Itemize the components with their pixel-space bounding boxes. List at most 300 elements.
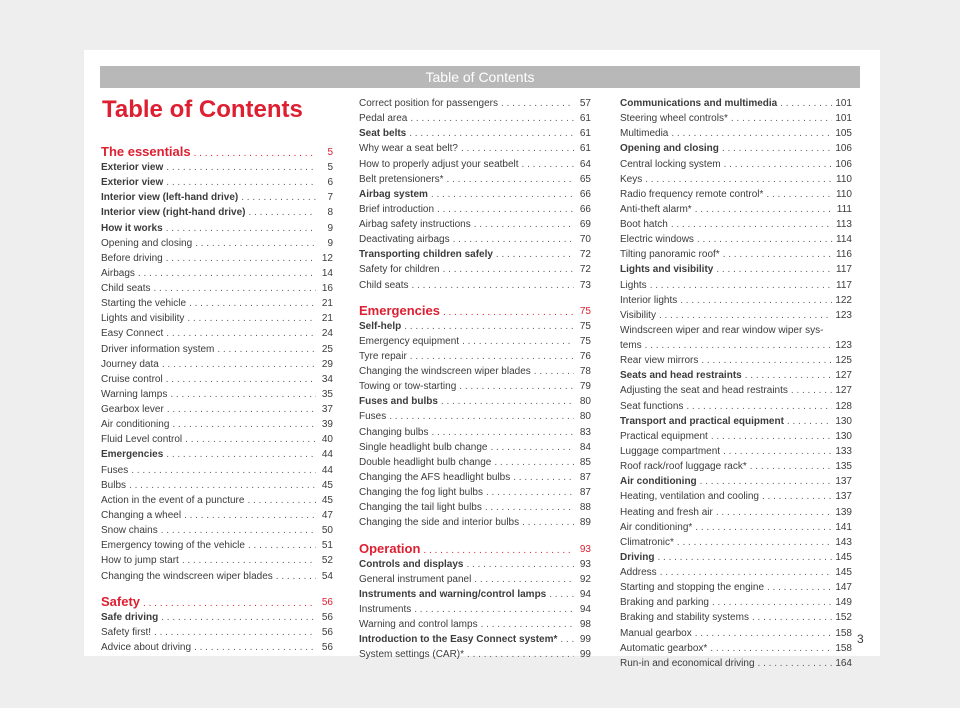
toc-entry[interactable] <box>620 535 852 549</box>
toc-entry-title: Action in the event of a puncture <box>101 494 245 506</box>
toc-entry-title: Transport and practical equipment <box>620 415 784 427</box>
toc-leader-dots <box>522 159 574 171</box>
toc-entry[interactable] <box>359 278 591 292</box>
toc-entry[interactable] <box>620 414 852 428</box>
toc-leader-dots <box>695 204 834 216</box>
toc-entry-title: Emergencies <box>101 449 164 461</box>
toc-entry-page: 16 <box>321 283 333 295</box>
toc-entry[interactable] <box>359 485 591 499</box>
toc-leader-dots <box>496 249 574 261</box>
toc-entry[interactable] <box>620 353 852 367</box>
toc-entry-page: 56 <box>321 641 333 653</box>
toc-entry[interactable] <box>620 247 852 261</box>
toc-entry[interactable] <box>620 368 852 382</box>
toc-entry[interactable] <box>101 432 333 446</box>
toc-entry-title: Luggage compartment <box>620 445 721 457</box>
toc-leader-dots <box>431 189 574 201</box>
toc-entry-title: Run-in and economical driving <box>620 657 755 669</box>
toc-entry[interactable] <box>359 617 591 631</box>
toc-entry[interactable] <box>620 232 852 246</box>
toc-entry-page: 128 <box>835 400 852 412</box>
toc-entry-title: Brief introduction <box>359 203 435 215</box>
toc-leader-dots <box>172 419 316 431</box>
toc-entry[interactable] <box>101 190 333 204</box>
toc-entry[interactable] <box>620 550 852 564</box>
toc-entry-page: 5 <box>327 162 333 173</box>
toc-entry-page: 123 <box>835 309 852 321</box>
toc-entry-title: Windscreen wiper and rear window wiper sys- <box>620 324 824 336</box>
toc-entry-page: 84 <box>579 441 591 453</box>
toc-entry-title: tems <box>620 340 642 352</box>
toc-leader-dots <box>659 310 832 322</box>
toc-leader-dots <box>745 370 833 382</box>
toc-entry[interactable] <box>620 293 852 307</box>
toc-leader-dots <box>650 280 833 292</box>
toc-leader-dots <box>195 238 316 250</box>
toc-entry-title: Easy Connect <box>101 328 164 340</box>
toc-entry[interactable] <box>359 409 591 423</box>
toc-entry[interactable] <box>359 349 591 363</box>
toc-entry[interactable] <box>359 647 591 661</box>
toc-leader-dots <box>194 642 316 654</box>
toc-entry[interactable] <box>620 308 852 322</box>
toc-entry-title: Changing the side and interior bulbs <box>359 517 520 529</box>
toc-entry[interactable] <box>620 338 852 352</box>
toc-entry[interactable] <box>620 626 852 640</box>
toc-entry-page: 130 <box>835 430 852 442</box>
toc-entry-title: Lights <box>620 279 647 291</box>
toc-leader-dots <box>695 628 833 640</box>
toc-entry[interactable] <box>101 357 333 371</box>
toc-entry[interactable] <box>101 205 333 219</box>
toc-leader-dots <box>716 264 833 276</box>
toc-leader-dots <box>716 507 832 519</box>
toc-entry-title: Fluid Level control <box>101 434 183 446</box>
page-header-bar: Table of Contents <box>100 66 860 88</box>
toc-entry[interactable] <box>359 334 591 348</box>
toc-entry-title: Pedal area <box>359 113 408 125</box>
toc-entry-page: 143 <box>835 536 852 548</box>
toc-entry[interactable] <box>101 387 333 401</box>
toc-entry[interactable] <box>620 323 852 337</box>
toc-entry-title: How it works <box>101 222 163 234</box>
toc-entry-page: 75 <box>579 305 591 317</box>
toc-entry-page: 93 <box>579 558 591 570</box>
toc-entry-page: 72 <box>579 264 591 276</box>
toc-entry-title: Opening and closing <box>101 237 193 249</box>
page-number: 3 <box>857 632 864 646</box>
toc-leader-dots <box>248 540 316 552</box>
toc-entry-title: Fuses and bulbs <box>359 396 438 408</box>
toc-entry[interactable] <box>101 281 333 295</box>
toc-entry[interactable] <box>101 538 333 552</box>
toc-entry[interactable] <box>101 417 333 431</box>
toc-entry-title: Emergency towing of the vehicle <box>101 540 245 552</box>
toc-entry-title: Airbags <box>101 267 135 279</box>
toc-entry-title: Air conditioning* <box>620 521 693 533</box>
toc-leader-dots <box>162 359 316 371</box>
toc-leader-dots <box>414 604 574 616</box>
toc-entry[interactable] <box>620 111 852 125</box>
toc-entry[interactable] <box>359 247 591 261</box>
toc-entry[interactable] <box>101 342 333 356</box>
toc-entry-title: Self-help <box>359 320 402 332</box>
toc-entry[interactable] <box>359 557 591 571</box>
toc-entry[interactable] <box>620 202 852 216</box>
toc-leader-dots <box>501 98 574 110</box>
toc-entry[interactable] <box>620 172 852 186</box>
toc-entry[interactable] <box>359 379 591 393</box>
toc-leader-dots <box>660 567 833 579</box>
toc-entry[interactable] <box>359 394 591 408</box>
toc-entry-page: 21 <box>321 313 333 325</box>
toc-entry-title: Boot hatch <box>620 219 668 231</box>
toc-entry-page: 101 <box>835 98 852 109</box>
toc-leader-dots <box>194 148 316 160</box>
toc-entry[interactable] <box>359 319 591 333</box>
toc-leader-dots <box>695 522 832 534</box>
toc-leader-dots <box>766 189 833 201</box>
toc-entry[interactable] <box>620 610 852 624</box>
toc-leader-dots <box>131 465 316 477</box>
toc-leader-dots <box>466 559 574 571</box>
toc-entry-page: 145 <box>835 551 852 563</box>
toc-entry-title: Airbag safety instructions <box>359 219 471 231</box>
toc-leader-dots <box>701 355 832 367</box>
toc-entry-title: Address <box>620 567 657 579</box>
toc-entry-title: Manual gearbox <box>620 627 692 639</box>
toc-leader-dots <box>189 298 316 310</box>
toc-leader-dots <box>700 476 833 488</box>
toc-entry-title: Changing the fog light bulbs <box>359 487 483 499</box>
toc-leader-dots <box>423 545 574 557</box>
toc-entry-title: Opening and closing <box>620 143 719 155</box>
toc-leader-dots <box>138 268 316 280</box>
toc-entry-title: The essentials <box>101 144 191 159</box>
toc-leader-dots <box>474 219 574 231</box>
toc-entry-title: Seats and head restraints <box>620 370 742 382</box>
toc-entry[interactable] <box>101 175 333 189</box>
toc-entry[interactable] <box>359 632 591 646</box>
toc-entry-page: 94 <box>579 588 591 600</box>
toc-entry-page: 76 <box>579 350 591 362</box>
toc-leader-dots <box>241 192 316 204</box>
toc-entry[interactable] <box>359 202 591 216</box>
toc-entry-title: Tyre repair <box>359 350 407 362</box>
toc-entry-page: 147 <box>835 582 852 594</box>
toc-entry-page: 21 <box>321 298 333 310</box>
toc-entry-page: 111 <box>836 203 852 215</box>
toc-entry-title: Towing or tow-starting <box>359 381 457 393</box>
toc-entry-title: How to properly adjust your seatbelt <box>359 158 519 170</box>
toc-entry-title: Roof rack/roof luggage rack* <box>620 461 747 473</box>
toc-entry-title: Exterior view <box>101 162 164 173</box>
toc-leader-dots <box>486 487 574 499</box>
toc-leader-dots <box>167 404 316 416</box>
toc-entry[interactable] <box>101 251 333 265</box>
toc-entry-title: General instrument panel <box>359 573 472 585</box>
toc-entry[interactable] <box>101 523 333 537</box>
toc-entry-page: 83 <box>579 426 591 438</box>
toc-entry-page: 92 <box>579 573 591 585</box>
toc-section-heading[interactable] <box>359 297 591 319</box>
toc-leader-dots <box>522 517 574 529</box>
toc-entry-title: Interior view (left-hand drive) <box>101 192 239 204</box>
toc-leader-dots <box>404 321 574 333</box>
toc-leader-dots <box>410 351 574 363</box>
toc-entry-page: 54 <box>321 570 333 582</box>
toc-entry[interactable] <box>359 172 591 186</box>
toc-entry[interactable] <box>359 157 591 171</box>
toc-entry[interactable] <box>359 440 591 454</box>
toc-entry-page: 137 <box>835 476 852 488</box>
toc-entry[interactable] <box>101 553 333 567</box>
toc-entry-page: 37 <box>321 404 333 416</box>
toc-leader-dots <box>443 264 574 276</box>
toc-entry-page: 73 <box>579 279 591 291</box>
toc-entry-page: 72 <box>579 249 591 261</box>
toc-leader-dots <box>461 143 574 155</box>
toc-entry[interactable] <box>101 610 333 624</box>
toc-entry-page: 110 <box>836 188 852 200</box>
toc-entry[interactable] <box>359 111 591 125</box>
toc-entry[interactable] <box>620 474 852 488</box>
toc-entry[interactable] <box>101 569 333 583</box>
toc-entry-page: 40 <box>321 434 333 446</box>
toc-leader-dots <box>161 612 316 624</box>
toc-entry-page: 106 <box>835 158 852 170</box>
toc-leader-dots <box>441 396 574 408</box>
toc-entry[interactable] <box>359 217 591 231</box>
toc-entry[interactable] <box>101 311 333 325</box>
toc-entry-title: Correct position for passengers <box>359 98 498 109</box>
toc-entry[interactable] <box>620 520 852 534</box>
toc-leader-dots <box>712 597 832 609</box>
toc-entry[interactable] <box>359 500 591 514</box>
toc-entry[interactable] <box>620 399 852 413</box>
toc-entry-title: Radio frequency remote control* <box>620 188 764 200</box>
toc-entry-page: 113 <box>836 219 852 231</box>
toc-entry[interactable] <box>101 447 333 461</box>
toc-entry-page: 7 <box>327 192 333 204</box>
toc-leader-dots <box>534 366 574 378</box>
toc-entry-title: Fuses <box>359 411 387 423</box>
toc-entry-title: Instruments <box>359 603 412 615</box>
toc-leader-dots <box>411 280 574 292</box>
toc-entry-page: 117 <box>836 279 852 291</box>
toc-entry[interactable] <box>101 372 333 386</box>
toc-entry[interactable] <box>101 326 333 340</box>
toc-entry[interactable] <box>620 96 852 110</box>
toc-entry[interactable] <box>620 157 852 171</box>
toc-leader-dots <box>459 381 574 393</box>
toc-entry[interactable] <box>620 429 852 443</box>
toc-entry-page: 56 <box>321 611 333 623</box>
toc-entry[interactable] <box>359 96 591 110</box>
toc-entry[interactable] <box>101 266 333 280</box>
toc-entry[interactable] <box>359 262 591 276</box>
toc-leader-dots <box>680 295 832 307</box>
toc-section-heading[interactable] <box>101 138 333 160</box>
toc-entry-title: Climatronic* <box>620 536 674 548</box>
toc-entry-title: Airbag system <box>359 188 428 200</box>
toc-entry-page: 9 <box>327 222 333 234</box>
toc-entry-title: Why wear a seat belt? <box>359 143 458 155</box>
toc-entry-title: Belt pretensioners* <box>359 173 444 185</box>
toc-leader-dots <box>143 598 316 610</box>
toc-entry[interactable] <box>359 602 591 616</box>
toc-leader-dots <box>686 401 832 413</box>
toc-entry[interactable] <box>620 141 852 155</box>
toc-entry-page: 127 <box>835 385 852 397</box>
toc-entry-title: Warning lamps <box>101 388 168 400</box>
toc-section-heading[interactable] <box>359 535 591 557</box>
toc-leader-dots <box>129 480 316 492</box>
toc-leader-dots <box>731 113 832 125</box>
toc-entry-title: Seat belts <box>359 128 407 140</box>
toc-leader-dots <box>161 525 316 537</box>
toc-entry[interactable] <box>101 402 333 416</box>
toc-entry-title: System settings (CAR)* <box>359 649 465 661</box>
toc-entry[interactable] <box>620 595 852 609</box>
toc-entry-page: 99 <box>579 634 591 646</box>
toc-entry-page: 79 <box>579 381 591 393</box>
toc-entry[interactable] <box>101 625 333 639</box>
toc-entry[interactable] <box>620 641 852 655</box>
toc-entry[interactable] <box>359 587 591 601</box>
toc-leader-dots <box>447 174 575 186</box>
toc-leader-dots <box>170 389 316 401</box>
toc-entry-page: 80 <box>579 411 591 423</box>
toc-leader-dots <box>710 643 832 655</box>
toc-leader-dots <box>758 658 833 670</box>
toc-entry-page: 52 <box>321 555 333 567</box>
toc-entry-page: 122 <box>835 294 852 306</box>
toc-entry[interactable] <box>101 493 333 507</box>
toc-entry[interactable] <box>620 656 852 670</box>
toc-entry-title: Driver information system <box>101 343 215 355</box>
toc-entry-title: Deactivating airbags <box>359 234 450 246</box>
toc-entry-title: Communications and multimedia <box>620 98 778 109</box>
toc-entry-title: Warning and control lamps <box>359 619 478 631</box>
toc-entry[interactable] <box>620 580 852 594</box>
toc-entry[interactable] <box>620 187 852 201</box>
toc-entry[interactable] <box>359 425 591 439</box>
toc-entry-page: 130 <box>835 415 852 427</box>
toc-leader-dots <box>657 552 832 564</box>
toc-entry[interactable] <box>101 160 333 174</box>
toc-entry[interactable] <box>359 126 591 140</box>
toc-entry-title: Heating, ventilation and cooling <box>620 491 759 503</box>
toc-entry[interactable] <box>101 221 333 235</box>
toc-entry-page: 61 <box>579 113 591 125</box>
toc-entry[interactable] <box>101 463 333 477</box>
toc-entry[interactable] <box>620 217 852 231</box>
toc-entry-title: Air conditioning <box>620 476 697 488</box>
toc-entry[interactable] <box>359 572 591 586</box>
toc-entry-title: Controls and displays <box>359 558 464 570</box>
toc-entry-title: Safety first! <box>101 626 152 638</box>
toc-entry[interactable] <box>359 515 591 529</box>
toc-entry-page: 141 <box>835 521 852 533</box>
toc-entry[interactable] <box>620 565 852 579</box>
toc-entry-title: Changing the windscreen wiper blades <box>359 366 531 378</box>
toc-entry-page: 34 <box>321 373 333 385</box>
toc-entry-page: 24 <box>321 328 333 340</box>
toc-leader-dots <box>560 634 574 646</box>
page-title: Table of Contents <box>102 96 303 123</box>
toc-entry-title: Starting the vehicle <box>101 298 187 310</box>
toc-entry-page: 88 <box>579 502 591 514</box>
toc-entry[interactable] <box>101 236 333 250</box>
toc-entry-page: 12 <box>321 252 333 264</box>
toc-entry-page: 44 <box>321 449 333 461</box>
toc-leader-dots <box>437 204 574 216</box>
toc-entry-title: Interior lights <box>620 294 678 306</box>
toc-entry-page: 127 <box>835 370 852 382</box>
toc-entry[interactable] <box>359 187 591 201</box>
toc-entry-title: Steering wheel controls* <box>620 113 728 125</box>
toc-entry-page: 29 <box>321 358 333 370</box>
toc-entry-page: 14 <box>321 267 333 279</box>
toc-leader-dots <box>762 491 832 503</box>
toc-entry-title: Seat functions <box>620 400 684 412</box>
toc-entry[interactable] <box>359 470 591 484</box>
toc-entry[interactable] <box>620 459 852 473</box>
toc-entry-title: Safe driving <box>101 611 159 623</box>
toc-entry-page: 8 <box>327 207 333 219</box>
toc-entry[interactable] <box>359 364 591 378</box>
toc-entry[interactable] <box>359 141 591 155</box>
toc-entry-page: 25 <box>321 343 333 355</box>
toc-entry-page: 139 <box>835 506 852 518</box>
toc-leader-dots <box>767 582 832 594</box>
toc-entry-title: Keys <box>620 173 643 185</box>
toc-entry-page: 66 <box>579 188 591 200</box>
toc-entry-title: Single headlight bulb change <box>359 441 488 453</box>
toc-leader-dots <box>677 537 832 549</box>
toc-leader-dots <box>752 612 832 624</box>
toc-entry[interactable] <box>359 232 591 246</box>
toc-entry-page: 45 <box>321 494 333 506</box>
toc-entry[interactable] <box>620 444 852 458</box>
toc-section-heading[interactable] <box>101 588 333 610</box>
toc-entry-page: 125 <box>835 355 852 367</box>
toc-entry[interactable] <box>620 278 852 292</box>
toc-entry-title: Operation <box>359 540 421 556</box>
toc-entry[interactable] <box>101 478 333 492</box>
toc-entry[interactable] <box>620 126 852 140</box>
toc-entry[interactable] <box>620 262 852 276</box>
toc-entry[interactable] <box>620 505 852 519</box>
toc-leader-dots <box>453 234 574 246</box>
toc-entry-title: Driving <box>620 551 655 563</box>
toc-entry-page: 145 <box>835 567 852 579</box>
toc-entry-page: 85 <box>579 456 591 468</box>
toc-entry[interactable] <box>101 640 333 654</box>
toc-entry-title: Child seats <box>359 279 409 291</box>
toc-entry[interactable] <box>101 508 333 522</box>
toc-entry-page: 106 <box>835 143 852 155</box>
toc-entry[interactable] <box>101 296 333 310</box>
toc-entry[interactable] <box>620 489 852 503</box>
toc-leader-dots <box>153 283 316 295</box>
toc-leader-dots <box>409 128 574 140</box>
toc-entry-page: 6 <box>327 177 333 189</box>
toc-entry[interactable] <box>359 455 591 469</box>
toc-leader-dots <box>166 177 316 189</box>
toc-entry[interactable] <box>620 383 852 397</box>
